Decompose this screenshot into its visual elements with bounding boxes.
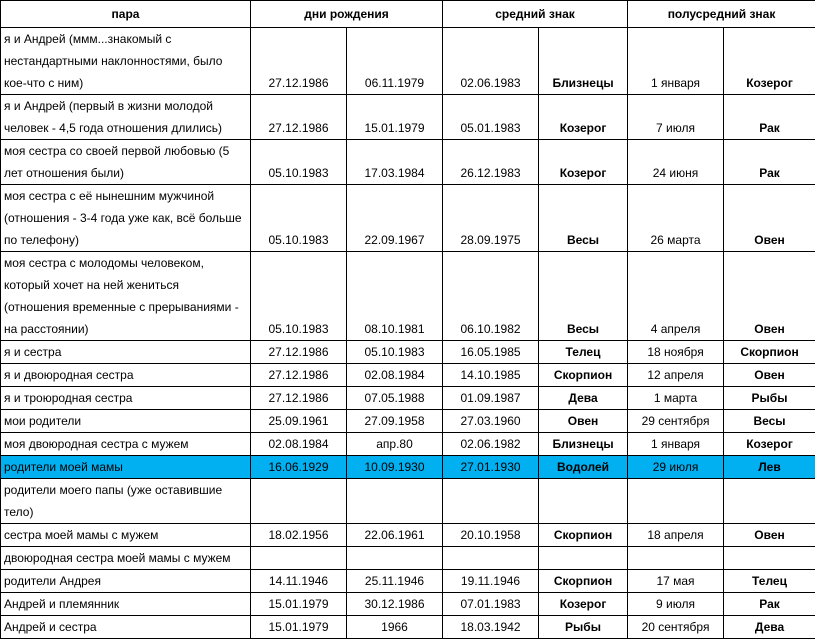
- cell-birthday-2[interactable]: 07.05.1988: [347, 387, 443, 410]
- cell-birthday-1[interactable]: 15.01.1979: [251, 593, 347, 616]
- cell-half-date[interactable]: 18 апреля: [628, 524, 724, 547]
- cell-half-date[interactable]: 1 января: [628, 28, 724, 95]
- cell-mid-sign[interactable]: Близнецы: [539, 433, 628, 456]
- cell-half-date[interactable]: 20 сентября: [628, 616, 724, 639]
- cell-half-sign[interactable]: Рак: [724, 140, 815, 185]
- table-row: [1, 433, 815, 456]
- cell-mid-date[interactable]: 19.11.1946: [443, 570, 539, 593]
- cell-birthday-2[interactable]: апр.80: [347, 433, 443, 456]
- header-row: [1, 1, 815, 28]
- table-row: [1, 252, 815, 341]
- cell-birthday-2[interactable]: 08.10.1981: [347, 252, 443, 341]
- cell-mid-date[interactable]: [443, 479, 539, 524]
- cell-birthday-2[interactable]: 27.09.1958: [347, 410, 443, 433]
- header-half-mid-sign[interactable]: полусредний знак: [628, 1, 815, 28]
- cell-birthday-1[interactable]: [251, 547, 347, 570]
- cell-half-date[interactable]: 17 мая: [628, 570, 724, 593]
- cell-half-sign[interactable]: Лев: [724, 456, 815, 479]
- table-row: [1, 140, 815, 185]
- cell-half-sign[interactable]: Телец: [724, 570, 815, 593]
- cell-birthday-2[interactable]: 25.11.1946: [347, 570, 443, 593]
- cell-pair[interactable]: Андрей и сестра: [1, 616, 251, 639]
- cell-mid-date[interactable]: 27.01.1930: [443, 456, 539, 479]
- cell-half-sign[interactable]: Рыбы: [724, 387, 815, 410]
- cell-half-sign[interactable]: Овен: [724, 252, 815, 341]
- header-birthdays[interactable]: дни рождения: [251, 1, 443, 28]
- cell-pair[interactable]: Андрей и племянник: [1, 593, 251, 616]
- cell-half-sign[interactable]: Овен: [724, 524, 815, 547]
- cell-mid-date[interactable]: 18.03.1942: [443, 616, 539, 639]
- cell-birthday-1[interactable]: 27.12.1986: [251, 364, 347, 387]
- cell-mid-date[interactable]: 14.10.1985: [443, 364, 539, 387]
- cell-birthday-2[interactable]: 05.10.1983: [347, 341, 443, 364]
- table-row: [1, 364, 815, 387]
- table-row: [1, 593, 815, 616]
- cell-birthday-2[interactable]: [347, 547, 443, 570]
- cell-birthday-1[interactable]: 27.12.1986: [251, 387, 347, 410]
- cell-mid-sign[interactable]: Дева: [539, 387, 628, 410]
- cell-birthday-2[interactable]: 30.12.1986: [347, 593, 443, 616]
- cell-birthday-1[interactable]: 15.01.1979: [251, 616, 347, 639]
- cell-mid-date[interactable]: [443, 547, 539, 570]
- header-mid-sign[interactable]: средний знак: [443, 1, 628, 28]
- cell-half-date[interactable]: 4 апреля: [628, 252, 724, 341]
- cell-mid-date[interactable]: 20.10.1958: [443, 524, 539, 547]
- cell-pair[interactable]: родители моего папы (уже оставившие тело): [1, 479, 251, 524]
- header-pair[interactable]: пара: [1, 1, 251, 28]
- cell-birthday-2[interactable]: 22.09.1967: [347, 185, 443, 252]
- cell-half-sign[interactable]: Весы: [724, 410, 815, 433]
- cell-mid-sign[interactable]: Водолей: [539, 456, 628, 479]
- cell-birthday-1[interactable]: 27.12.1986: [251, 95, 347, 140]
- cell-birthday-1[interactable]: 05.10.1983: [251, 252, 347, 341]
- cell-half-date[interactable]: 12 апреля: [628, 364, 724, 387]
- table-row: [1, 616, 815, 639]
- table-row: [1, 341, 815, 364]
- cell-mid-date[interactable]: 16.05.1985: [443, 341, 539, 364]
- cell-half-sign[interactable]: Рак: [724, 95, 815, 140]
- cell-half-sign[interactable]: [724, 479, 815, 524]
- cell-half-sign[interactable]: Овен: [724, 364, 815, 387]
- cell-pair[interactable]: я и сестра: [1, 341, 251, 364]
- cell-half-date[interactable]: 18 ноября: [628, 341, 724, 364]
- cell-birthday-2[interactable]: 06.11.1979: [347, 28, 443, 95]
- cell-mid-sign[interactable]: Скорпион: [539, 524, 628, 547]
- cell-half-date[interactable]: [628, 547, 724, 570]
- cell-birthday-1[interactable]: 27.12.1986: [251, 28, 347, 95]
- table-row: [1, 410, 815, 433]
- cell-mid-date[interactable]: 07.01.1983: [443, 593, 539, 616]
- cell-half-date[interactable]: 29 июля: [628, 456, 724, 479]
- cell-mid-sign[interactable]: [539, 479, 628, 524]
- cell-birthday-2[interactable]: 22.06.1961: [347, 524, 443, 547]
- cell-birthday-2[interactable]: 17.03.1984: [347, 140, 443, 185]
- cell-mid-sign[interactable]: Рыбы: [539, 616, 628, 639]
- cell-pair[interactable]: моя двоюродная сестра с мужем: [1, 433, 251, 456]
- cell-half-date[interactable]: 1 марта: [628, 387, 724, 410]
- cell-birthday-1[interactable]: 16.06.1929: [251, 456, 347, 479]
- cell-mid-sign[interactable]: Скорпион: [539, 570, 628, 593]
- cell-pair[interactable]: я и двоюродная сестра: [1, 364, 251, 387]
- cell-pair[interactable]: я и Андрей (ммм...знакомый с нестандартными наклонностями, было кое-что с ним): [1, 28, 251, 95]
- cell-birthday-1[interactable]: 02.08.1984: [251, 433, 347, 456]
- cell-mid-sign[interactable]: Близнецы: [539, 28, 628, 95]
- cell-birthday-1[interactable]: 27.12.1986: [251, 341, 347, 364]
- cell-pair[interactable]: родители моей мамы: [1, 456, 251, 479]
- cell-half-sign[interactable]: Скорпион: [724, 341, 815, 364]
- cell-pair[interactable]: моя сестра с молодомы человеком, который хочет на ней жениться (отношения временные с прерываниями - на расстоянии): [1, 252, 251, 341]
- cell-pair[interactable]: сестра моей мамы с мужем: [1, 524, 251, 547]
- cell-mid-sign[interactable]: Весы: [539, 185, 628, 252]
- cell-half-date[interactable]: 7 июля: [628, 95, 724, 140]
- cell-mid-sign[interactable]: Весы: [539, 252, 628, 341]
- table-row: [1, 479, 815, 524]
- table-row: [1, 95, 815, 140]
- cell-half-sign[interactable]: Рак: [724, 593, 815, 616]
- cell-pair[interactable]: я и Андрей (первый в жизни молодой человек - 4,5 года отношения длились): [1, 95, 251, 140]
- cell-mid-sign[interactable]: Овен: [539, 410, 628, 433]
- cell-birthday-2[interactable]: 15.01.1979: [347, 95, 443, 140]
- cell-birthday-1[interactable]: [251, 479, 347, 524]
- cell-mid-sign[interactable]: Скорпион: [539, 364, 628, 387]
- cell-half-date[interactable]: 29 сентября: [628, 410, 724, 433]
- cell-half-date[interactable]: 9 июля: [628, 593, 724, 616]
- cell-half-sign[interactable]: Дева: [724, 616, 815, 639]
- cell-mid-date[interactable]: 06.10.1982: [443, 252, 539, 341]
- cell-half-date[interactable]: 1 января: [628, 433, 724, 456]
- cell-pair[interactable]: мои родители: [1, 410, 251, 433]
- cell-birthday-1[interactable]: 18.02.1956: [251, 524, 347, 547]
- cell-mid-sign[interactable]: Козерог: [539, 593, 628, 616]
- cell-pair[interactable]: я и троюродная сестра: [1, 387, 251, 410]
- table-row: [1, 570, 815, 593]
- cell-mid-date[interactable]: 02.06.1982: [443, 433, 539, 456]
- cell-mid-sign[interactable]: Телец: [539, 341, 628, 364]
- cell-mid-sign[interactable]: Козерог: [539, 95, 628, 140]
- table-row: [1, 547, 815, 570]
- cell-mid-date[interactable]: 28.09.1975: [443, 185, 539, 252]
- cell-mid-date[interactable]: 02.06.1983: [443, 28, 539, 95]
- cell-pair[interactable]: двоюродная сестра моей мамы с мужем: [1, 547, 251, 570]
- table-row: [1, 387, 815, 410]
- cell-half-sign[interactable]: [724, 547, 815, 570]
- table-row: [1, 524, 815, 547]
- cell-half-sign[interactable]: Козерог: [724, 28, 815, 95]
- cell-half-date[interactable]: [628, 479, 724, 524]
- table-row: [1, 185, 815, 252]
- table-row: [1, 456, 815, 479]
- cell-birthday-1[interactable]: 25.09.1961: [251, 410, 347, 433]
- cell-mid-date[interactable]: 01.09.1987: [443, 387, 539, 410]
- cell-half-sign[interactable]: Овен: [724, 185, 815, 252]
- cell-pair[interactable]: моя сестра со своей первой любовью (5 лет отношения были): [1, 140, 251, 185]
- cell-birthday-2[interactable]: [347, 479, 443, 524]
- cell-birthday-1[interactable]: 05.10.1983: [251, 140, 347, 185]
- cell-mid-date[interactable]: 27.03.1960: [443, 410, 539, 433]
- cell-birthday-2[interactable]: 1966: [347, 616, 443, 639]
- cell-pair[interactable]: моя сестра с её нынешним мужчиной (отношения - 3-4 года уже как, всё больше по телефону): [1, 185, 251, 252]
- table-row: [1, 28, 815, 95]
- cell-half-date[interactable]: 24 июня: [628, 140, 724, 185]
- cell-half-sign[interactable]: Козерог: [724, 433, 815, 456]
- cell-mid-sign[interactable]: Козерог: [539, 140, 628, 185]
- cell-mid-date[interactable]: 05.01.1983: [443, 95, 539, 140]
- cell-birthday-1[interactable]: 05.10.1983: [251, 185, 347, 252]
- cell-birthday-2[interactable]: 02.08.1984: [347, 364, 443, 387]
- cell-half-date[interactable]: 26 марта: [628, 185, 724, 252]
- cell-mid-sign[interactable]: [539, 547, 628, 570]
- cell-pair[interactable]: родители Андрея: [1, 570, 251, 593]
- cell-birthday-1[interactable]: 14.11.1946: [251, 570, 347, 593]
- cell-mid-date[interactable]: 26.12.1983: [443, 140, 539, 185]
- cell-birthday-2[interactable]: 10.09.1930: [347, 456, 443, 479]
